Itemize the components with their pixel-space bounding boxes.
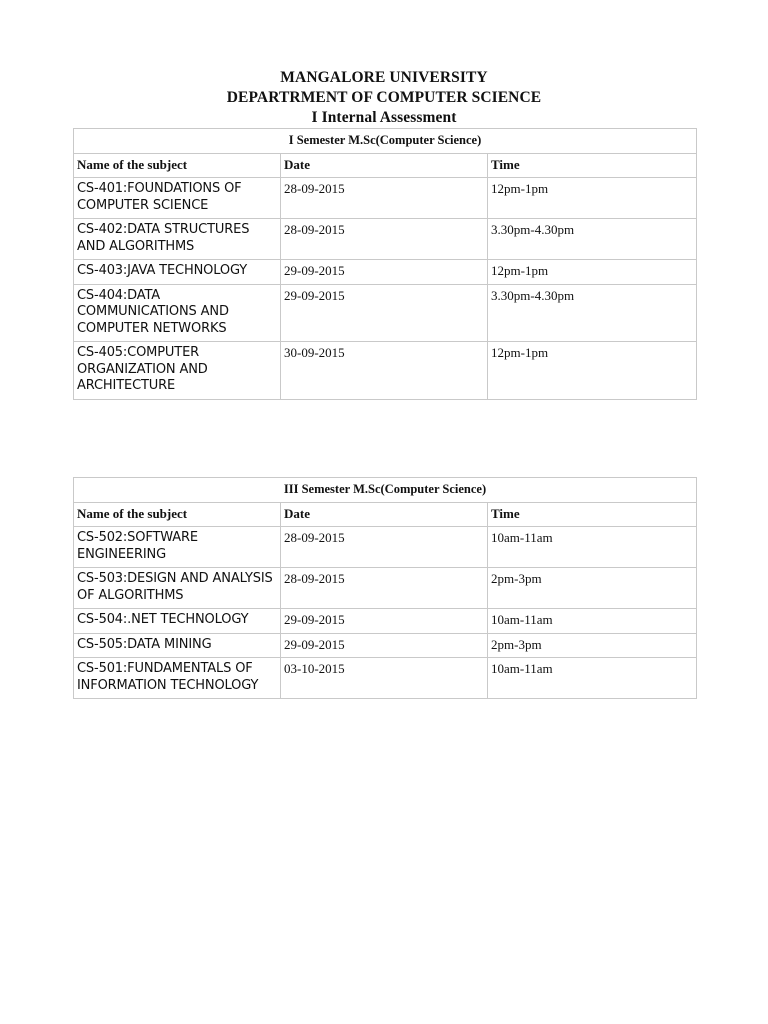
date-cell: 29-09-2015 xyxy=(281,633,488,658)
subject-cell: CS-404:DATA COMMUNICATIONS AND COMPUTER NETWORKS xyxy=(74,284,281,342)
table-header-row xyxy=(74,502,697,527)
column-header-subject: Name of the subject xyxy=(74,153,281,178)
date-cell: 28-09-2015 xyxy=(281,527,488,568)
subject-cell: CS-501:FUNDAMENTALS OF INFORMATION TECHNOLOGY xyxy=(74,658,281,699)
column-header-subject: Name of the subject xyxy=(74,502,281,527)
time-cell: 12pm-1pm xyxy=(488,260,697,285)
table-row xyxy=(74,633,697,658)
table-header-row xyxy=(74,153,697,178)
date-cell: 29-09-2015 xyxy=(281,260,488,285)
table-row xyxy=(74,219,697,260)
table-caption-row xyxy=(74,129,697,154)
date-cell: 30-09-2015 xyxy=(281,342,488,400)
column-header-time: Time xyxy=(488,153,697,178)
subject-cell: CS-405:COMPUTER ORGANIZATION AND ARCHITECTURE xyxy=(74,342,281,400)
table-caption: I Semester M.Sc(Computer Science) xyxy=(74,129,697,154)
table-row xyxy=(74,658,697,699)
time-cell: 2pm-3pm xyxy=(488,633,697,658)
date-cell: 03-10-2015 xyxy=(281,658,488,699)
table-row xyxy=(74,609,697,634)
semester-3-schedule-table xyxy=(73,477,697,699)
date-cell: 29-09-2015 xyxy=(281,609,488,634)
subject-cell: CS-402:DATA STRUCTURES AND ALGORITHMS xyxy=(74,219,281,260)
subject-cell: CS-503:DESIGN AND ANALYSIS OF ALGORITHMS xyxy=(74,568,281,609)
date-cell: 28-09-2015 xyxy=(281,219,488,260)
subject-cell: CS-504:.NET TECHNOLOGY xyxy=(74,609,281,634)
table-row xyxy=(74,260,697,285)
date-cell: 28-09-2015 xyxy=(281,178,488,219)
column-header-time: Time xyxy=(488,502,697,527)
university-name: MANGALORE UNIVERSITY xyxy=(280,69,488,86)
time-cell: 3.30pm-4.30pm xyxy=(488,284,697,342)
table-row xyxy=(74,568,697,609)
table-caption-row xyxy=(74,478,697,503)
time-cell: 2pm-3pm xyxy=(488,568,697,609)
time-cell: 10am-11am xyxy=(488,609,697,634)
date-cell: 29-09-2015 xyxy=(281,284,488,342)
time-cell: 12pm-1pm xyxy=(488,342,697,400)
document-header xyxy=(0,68,768,128)
table-caption: III Semester M.Sc(Computer Science) xyxy=(74,478,697,503)
time-cell: 12pm-1pm xyxy=(488,178,697,219)
table-row xyxy=(74,284,697,342)
column-header-date: Date xyxy=(281,502,488,527)
table-row xyxy=(74,342,697,400)
subject-cell: CS-502:SOFTWARE ENGINEERING xyxy=(74,527,281,568)
table-row xyxy=(74,527,697,568)
assessment-title: I Internal Assessment xyxy=(311,109,457,126)
time-cell: 10am-11am xyxy=(488,658,697,699)
column-header-date: Date xyxy=(281,153,488,178)
subject-cell: CS-403:JAVA TECHNOLOGY xyxy=(74,260,281,285)
subject-cell: CS-505:DATA MINING xyxy=(74,633,281,658)
table-row xyxy=(74,178,697,219)
time-cell: 10am-11am xyxy=(488,527,697,568)
department-name: DEPARTRMENT OF COMPUTER SCIENCE xyxy=(226,89,542,106)
date-cell: 28-09-2015 xyxy=(281,568,488,609)
time-cell: 3.30pm-4.30pm xyxy=(488,219,697,260)
subject-cell: CS-401:FOUNDATIONS OF COMPUTER SCIENCE xyxy=(74,178,281,219)
semester-1-schedule-table xyxy=(73,128,697,400)
